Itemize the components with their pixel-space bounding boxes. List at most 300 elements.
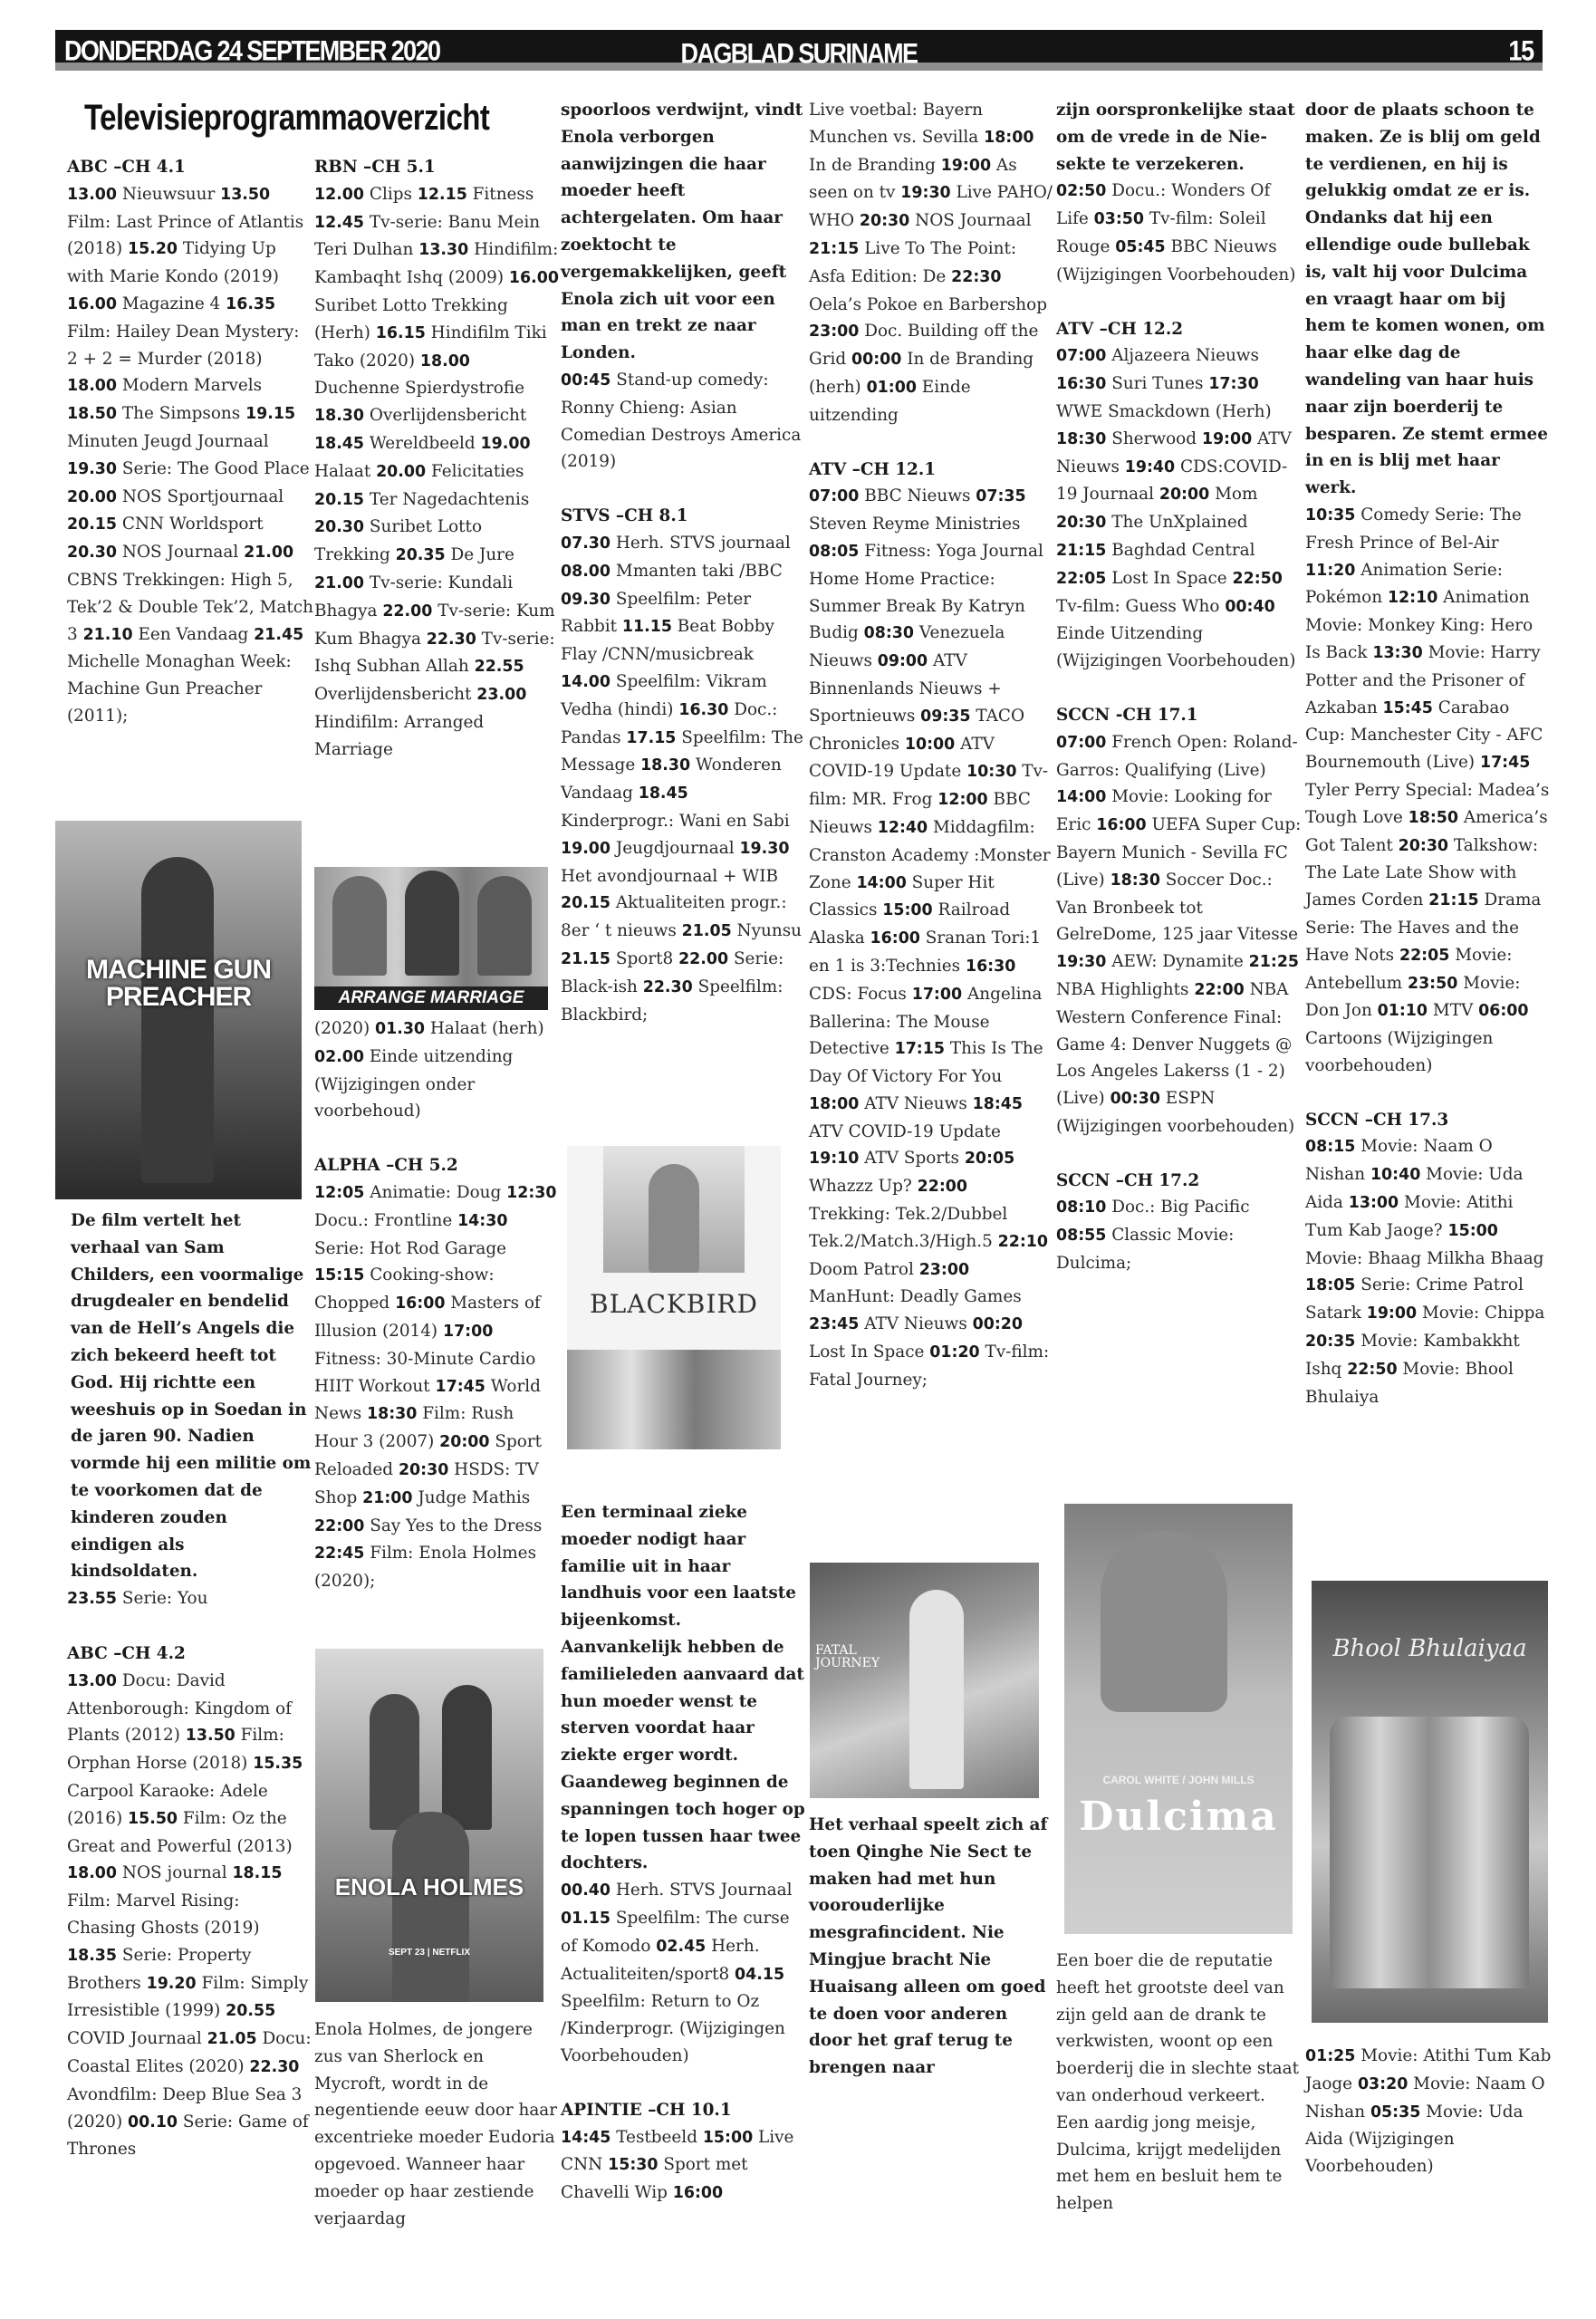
program-title: Angelina Ballerina: The Mouse Detective — [809, 984, 1043, 1059]
time: 18:45 — [972, 1094, 1023, 1113]
time: 20:35 — [1305, 1333, 1356, 1352]
column-2 — [314, 154, 559, 764]
masthead — [55, 30, 1543, 71]
program-title: Clips — [369, 184, 412, 204]
figure-silhouette — [370, 1694, 419, 1830]
program-title: Animatie: Doug — [370, 1182, 502, 1202]
program-title: World News — [314, 1376, 541, 1424]
program-title: ATV Binnenlands Nieuws + Sportnieuws — [809, 651, 1002, 726]
time: 19:00 — [1366, 1304, 1418, 1323]
time: 22.30 — [249, 2057, 300, 2076]
time: 19:40 — [1124, 457, 1176, 476]
column-2-lower — [314, 2016, 559, 2232]
time: 13.50 — [185, 1727, 236, 1746]
program-title: Serie: The Good Place — [121, 458, 310, 478]
program-title: Tv-film: Fatal Journey; — [809, 1342, 1050, 1390]
schedule-entry — [809, 1094, 967, 1113]
time: 00:40 — [1225, 597, 1275, 616]
time: 16:30 — [965, 957, 1016, 976]
schedule-entry — [314, 185, 412, 204]
time: 18.50 — [67, 405, 118, 424]
time: 20.15 — [67, 515, 118, 534]
program-title: ATV COVID-19 Update — [809, 734, 995, 782]
time: 18.35 — [67, 1946, 118, 1965]
time: 15.35 — [253, 1755, 303, 1774]
schedule-entry — [375, 1019, 544, 1038]
schedule-entry — [314, 1019, 370, 1038]
figure-silhouette — [392, 1812, 469, 2002]
program-title: Stand-up comedy: Ronny Chieng: Asian Comedian Destroys America (2019) — [561, 370, 802, 472]
channel-heading: ABC –CH 4.1 — [67, 158, 186, 177]
time: 18:00 — [809, 1094, 860, 1113]
program-title: CBNS Trekkingen: High 5, Tek’2 & Double Tek’2, Match 3 — [67, 570, 313, 644]
schedule-entry — [860, 211, 1032, 230]
program-title: Film: Hailey Dean Mystery: 2 + 2 = Murder (2018) — [67, 322, 300, 369]
program-title: Talkshow: The Late Late Show with James Corden — [1305, 835, 1539, 910]
program-title: Doc.: Pandas — [561, 699, 778, 747]
column-4-lower — [809, 1812, 1053, 2082]
time: 13.30 — [418, 241, 469, 260]
time: 01:00 — [866, 378, 917, 397]
time: 11:20 — [1305, 561, 1356, 580]
program-title: Halaat — [314, 461, 371, 481]
program-title: Doc.: Big Pacific — [1111, 1198, 1250, 1217]
program-title: Wonderen Vandaag — [561, 755, 782, 803]
time: 15:00 — [1447, 1221, 1498, 1240]
program-title: Sranan Tori:1 en 1 is 3:Technies — [809, 929, 1042, 976]
schedule-entry — [809, 486, 970, 505]
schedule-entry — [314, 1544, 536, 1591]
time: 11.15 — [621, 618, 672, 637]
program-title: De Jure — [450, 545, 514, 565]
time: 23:00 — [918, 1260, 970, 1279]
program-title: Felicitaties — [430, 461, 524, 481]
column-1-lower — [67, 1208, 313, 2163]
time: 12:05 — [314, 1183, 365, 1202]
channel-heading: SCCN –CH 17.3 — [1305, 1110, 1449, 1130]
program-title: Movie: Bhool Bhulaiya — [1305, 1359, 1514, 1407]
program-title: Einde uitzending — [809, 377, 971, 425]
time: 20.15 — [314, 490, 365, 509]
program-title: ATV Nieuws — [1056, 428, 1292, 476]
time: 15:15 — [314, 1266, 365, 1285]
time: 20:00 — [439, 1433, 490, 1452]
figure-silhouette — [332, 876, 387, 976]
program-title: Carpool Karaoke: Adele (2016) — [67, 1781, 268, 1828]
time: 12:10 — [1387, 589, 1438, 608]
program-title: Doc. Building off the Grid — [809, 322, 1039, 370]
program-title: Trekking: Tek.2/Dubbel Tek.2/Match.3/High.5 — [809, 1205, 1008, 1251]
poster-title: Bhool Bhulaiyaa — [1332, 1635, 1527, 1662]
program-title: MTV — [1432, 1001, 1474, 1021]
time: 01.15 — [561, 1909, 611, 1928]
schedule-entry — [1056, 374, 1203, 393]
program-title: Overlijdensbericht — [369, 406, 527, 426]
program-title: Suribet Lotto Trekking — [314, 517, 483, 565]
program-title: ESPN (Wijzigingen voorbehouden) — [1056, 1089, 1295, 1136]
schedule-entry — [396, 545, 514, 564]
time: 23.00 — [476, 686, 527, 705]
program-title: Michelle Monaghan Week: Machine Gun Preacher (2011); — [67, 652, 292, 726]
program-title: Film: Orphan Horse (2018) — [67, 1726, 284, 1774]
column-5 — [1056, 97, 1303, 1277]
time: 19.20 — [146, 1974, 197, 1993]
program-title: BBC Nieuws — [864, 486, 971, 506]
time: 14:00 — [856, 873, 907, 892]
time: 20.55 — [226, 2002, 276, 2021]
program-title: Testbeeld — [616, 2127, 697, 2147]
time: 15:00 — [702, 2128, 754, 2147]
program-title: Einde uitzending (Wijzigingen onder voorbehoud) — [314, 1046, 514, 1121]
time: 16.00 — [67, 294, 118, 313]
channel-heading: SCCN –CH 17.2 — [1056, 1170, 1200, 1190]
time: 22:00 — [917, 1178, 967, 1197]
time: 18.00 — [67, 1864, 118, 1883]
figure-silhouette — [405, 871, 459, 976]
program-title: Docu.: Frontline — [314, 1210, 453, 1230]
program-title: CDS: Focus — [809, 984, 907, 1004]
program-title: NOS journal — [121, 1863, 227, 1883]
time: 10:00 — [904, 735, 956, 754]
program-title: Animation Serie: Pokémon — [1305, 560, 1503, 608]
program-title: Super Hit Classics — [809, 872, 995, 920]
time: 17:00 — [442, 1322, 494, 1341]
channel-heading: STVS –CH 8.1 — [561, 506, 688, 526]
program-title: Movie: Antebellum — [1305, 945, 1513, 993]
program-title: Ter Nagedachtenis — [369, 489, 530, 509]
schedule-entry — [67, 294, 220, 313]
program-title: Drama Serie: The Haves and the Have Nots — [1305, 890, 1542, 965]
time: 07:35 — [976, 487, 1026, 506]
program-title: Tv-serie: Banu Mein Teri Dulhan — [314, 212, 541, 260]
time: 21:00 — [362, 1488, 413, 1507]
poster-title: MACHINE GUN PREACHER — [86, 955, 271, 1012]
time: 21.05 — [681, 922, 732, 941]
program-title: UEFA Super Cup: Bayern Munich - Sevilla FC (Live) — [1056, 815, 1302, 890]
time: 17:30 — [1208, 375, 1259, 394]
program-title: Jeugdjournaal — [615, 838, 735, 858]
program-title: Tv-serie: Kum Kum Bhagya — [314, 601, 555, 649]
time: 08:05 — [809, 542, 860, 561]
time: 20.15 — [561, 894, 611, 913]
program-title: ATV Nieuws — [864, 1093, 967, 1113]
time: 22:00 — [1194, 980, 1245, 999]
time: 17:15 — [894, 1040, 945, 1059]
program-title: ATV COVID-19 Update — [809, 1121, 1001, 1141]
program-title: Film: Marvel Rising: Chasing Ghosts (2019) — [67, 1891, 260, 1938]
program-title: Einde Uitzending (Wijzigingen Voorbehouden) — [1056, 624, 1296, 671]
film-synopsis-cont: zijn oorspronkelijke staat om de vrede in de Nie-sekte te verzekeren. — [1056, 101, 1295, 174]
time: 14:45 — [561, 2128, 611, 2147]
schedule-entry — [673, 2183, 723, 2202]
time: 03:50 — [1093, 210, 1145, 229]
program-title: Herh. STVS journaal — [615, 533, 791, 553]
time: 00:20 — [972, 1315, 1023, 1334]
time: 01:20 — [929, 1343, 980, 1362]
poster-photo — [567, 1350, 781, 1449]
time: 18.45 — [314, 434, 365, 453]
time: 08.00 — [561, 562, 611, 581]
time: 22:50 — [1347, 1360, 1398, 1379]
program-title: Speelfilm: The Message — [561, 727, 803, 775]
program-title: Docu: Coastal Elites (2020) — [67, 2029, 312, 2076]
time: 21:15 — [809, 239, 860, 258]
program-title: (2020) — [314, 1019, 370, 1038]
program-title: Movie: Don Jon — [1305, 973, 1521, 1021]
time: 16.15 — [375, 323, 426, 342]
column-6 — [1305, 97, 1552, 1410]
time: 12:00 — [937, 791, 988, 810]
time: 18.45 — [638, 784, 688, 803]
time: 02:50 — [1056, 182, 1107, 201]
program-title: Judge Mathis — [418, 1487, 531, 1507]
time: 20:00 — [1159, 486, 1210, 505]
page-number: 15 — [1508, 35, 1534, 67]
schedule-entry — [809, 1314, 967, 1333]
column-1 — [67, 154, 313, 730]
time: 18:05 — [1305, 1276, 1356, 1295]
program-title: Aljazeera Nieuws — [1111, 346, 1259, 366]
time: 18.00 — [67, 377, 118, 396]
program-title: Herh. Actualiteiten/sport8 — [561, 1936, 760, 1984]
poster-title: ENOLA HOLMES — [334, 1873, 524, 1900]
program-title: TACO Chronicles — [809, 706, 1025, 754]
program-title: Comedy Serie: The Fresh Prince of Bel-Air — [1305, 505, 1522, 553]
time: 12.15 — [417, 185, 467, 204]
program-title: Tv-film: MR. Frog — [809, 762, 1049, 810]
program-title: Nieuwsuur — [121, 184, 216, 204]
program-title: Tidying Up with Marie Kondo (2019) — [67, 239, 279, 287]
program-title: Masters of Illusion (2014) — [314, 1294, 541, 1341]
figure-silhouette — [477, 876, 532, 976]
time: 23:00 — [809, 322, 860, 342]
time: 16:00 — [395, 1294, 446, 1313]
schedule-entry — [314, 406, 526, 425]
time: 21.15 — [561, 949, 611, 968]
schedule-entry — [67, 185, 215, 204]
program-title: ATV Nieuws — [864, 1314, 967, 1334]
schedule-block — [1305, 2043, 1552, 2180]
time: 17:45 — [1479, 754, 1531, 773]
poster-bhool-bhulaiyaa — [1312, 1581, 1548, 2023]
program-title: Serie: You — [121, 1589, 208, 1609]
program-title: Minuten Jeugd Journaal — [67, 431, 269, 451]
column-5-lower — [1056, 1948, 1303, 2218]
poster-fatal-journey — [810, 1563, 1039, 1798]
time: 20:30 — [1398, 836, 1449, 855]
schedule-entry — [809, 101, 983, 147]
time: 21:25 — [1248, 953, 1300, 972]
schedule-entry — [561, 1881, 792, 1900]
poster-blackbird — [567, 1146, 781, 1449]
time: 07:00 — [1056, 733, 1107, 752]
poster-cast-photo — [1330, 1717, 1529, 1988]
time: 20.30 — [67, 544, 118, 563]
time: 13.00 — [67, 185, 118, 204]
program-title: Speelfilm: The curse of Komodo — [561, 1908, 790, 1956]
time: 15:30 — [608, 2156, 659, 2175]
schedule-entry — [362, 1488, 530, 1507]
program-title: ManHunt: Deadly Games — [809, 1287, 1022, 1307]
time: 18:30 — [1110, 871, 1160, 890]
time: 16.35 — [226, 294, 276, 313]
program-title: French Open: Roland-Garros: Qualifying (Live) — [1056, 732, 1298, 780]
schedule-entry — [314, 1047, 513, 1121]
time: 07.30 — [561, 534, 611, 553]
schedule-block — [1056, 729, 1303, 1140]
program-title: Avondfilm: Deep Blue Sea 3 (2020) — [67, 2084, 303, 2131]
time: 10:30 — [966, 763, 1017, 782]
time: 18:30 — [367, 1405, 418, 1424]
time: 13:30 — [1372, 643, 1423, 662]
program-title: Live PAHO/ WHO — [809, 183, 1053, 231]
film-synopsis: Enola Holmes, de jongere zus van Sherlock en Mycroft, wordt in de negentiende eeuw door haar excentrieke moeder Eudoria opgevoed. Wanneer haar moeder op haar zestiende verjaardag — [314, 2020, 558, 2228]
time: 00:45 — [561, 370, 611, 390]
schedule-block — [809, 483, 1053, 1393]
time: 19.30 — [67, 459, 118, 478]
program-title: Overlijdensbericht — [314, 685, 472, 705]
time: 13.50 — [220, 185, 271, 204]
time: 22.30 — [426, 630, 476, 649]
issue-date: DONDERDAG 24 SEPTEMBER 2020 — [64, 35, 440, 67]
program-title: Animation Movie: Monkey King: Hero Is Back — [1305, 588, 1534, 662]
schedule-block — [561, 2124, 805, 2208]
program-title: Herh. STVS Journaal — [615, 1881, 793, 1900]
time: 22.00 — [382, 601, 433, 621]
film-synopsis-cont: spoorloos verdwijnt, vindt Enola verborgen aanwijzingen die haar moeder heeft achtergelaten. Om haar zoektocht te vergemakkelijken, geeft Enola zich uit voor een man en trekt ze naar Londen. — [561, 101, 803, 363]
schedule-entry — [418, 185, 534, 204]
schedule-block — [1056, 1194, 1303, 1276]
channel-heading: ALPHA –CH 5.2 — [314, 1156, 458, 1176]
program-title: Tyler Perry Special: Madea’s Tough Love — [1305, 780, 1550, 827]
schedule-entry — [561, 839, 735, 858]
time: 09.30 — [561, 590, 611, 609]
program-title: America’s Got Talent — [1305, 807, 1548, 855]
time: 20:30 — [398, 1460, 449, 1479]
time: 23:50 — [1407, 974, 1458, 993]
time: 15.20 — [128, 240, 178, 259]
program-title: Lost In Space — [809, 1342, 925, 1362]
schedule-block — [809, 97, 1053, 429]
time: 10:40 — [1370, 1166, 1421, 1185]
schedule-block — [314, 1179, 559, 1595]
figure-silhouette — [442, 1685, 492, 1830]
time: 19:00 — [1201, 429, 1253, 448]
time: 05:35 — [1370, 2102, 1421, 2122]
time: 18:50 — [1408, 808, 1458, 827]
time: 12:30 — [506, 1183, 557, 1202]
program-title: NOS Journaal — [121, 543, 239, 563]
time: 20:05 — [964, 1150, 1015, 1169]
time: 20.00 — [67, 487, 118, 506]
program-title: Movie: Atithi Tum Kab Jaoge — [1305, 2046, 1552, 2093]
time: 12.00 — [314, 185, 365, 204]
schedule-entry — [314, 490, 529, 509]
time: 20.35 — [395, 546, 446, 565]
program-title: Fitness — [472, 184, 534, 204]
film-synopsis: Het verhaal speelt zich af toen Qinghe Nie Sect te maken had met hun voorouderlijke mesgrafincident. Nie Mingjue bracht Nie Huaisang alleen om goed te doen voor anderen door het graf terug te brengen naar — [809, 1815, 1048, 2078]
schedule-entry — [1056, 346, 1259, 365]
film-synopsis: Een boer die de reputatie heeft het grootste deel van zijn geld aan de drank te verkwisten, woont op een boerderij die in slechte staat van onderhoud verkeert. Een aardig jong meisje, Dulcima, krijgt medelijden met hem en besluit hem te helpen — [1056, 1951, 1299, 2214]
time: 06:00 — [1478, 1002, 1529, 1021]
program-title: Tv-serie: Ishq Subhan Allah — [314, 629, 555, 677]
time: 21.00 — [314, 573, 365, 592]
program-title: Serie: Crime Patrol Satark — [1305, 1275, 1524, 1323]
schedule-entry — [1305, 505, 1522, 553]
program-title: Film: Simply Irresistible (1999) — [67, 1973, 309, 2021]
schedule-entry — [67, 459, 310, 478]
time: 04.15 — [735, 1965, 785, 1984]
program-title: BBC Nieuws — [809, 790, 1031, 837]
poster-title: Dulcima — [1079, 1794, 1278, 1840]
program-title: NBA Highlights — [1056, 979, 1189, 999]
time: 19.30 — [739, 839, 790, 858]
time: 14.00 — [561, 672, 611, 691]
schedule-entry — [1159, 485, 1258, 504]
program-title: Say Yes to the Dress — [370, 1516, 543, 1535]
program-title: Serie: Black-ish — [561, 948, 784, 996]
figure-silhouette — [909, 1590, 964, 1789]
time: 14:30 — [457, 1211, 508, 1230]
program-title: Duchenne Spierdystrofie — [314, 379, 524, 399]
schedule-entry — [67, 1863, 227, 1882]
time: 19:30 — [1056, 953, 1107, 972]
program-title: Movie: Naam O Nishan — [1305, 1137, 1493, 1185]
program-title: Speelfilm: Return to Oz /Kinderprogr. (Wijzigingen Voorbehouden) — [561, 1992, 785, 2065]
column-6-lower — [1305, 2043, 1552, 2180]
program-title: Live To The Point: Asfa Edition: De — [809, 238, 1017, 286]
time: 18.15 — [232, 1864, 283, 1883]
program-title: Cartoons (Wijzigingen voorbehouden) — [1305, 1029, 1494, 1075]
program-title: This Is The Day Of Victory For You — [809, 1039, 1043, 1087]
time: 21.00 — [244, 544, 294, 563]
program-title: Kinderprogr.: Wani en Sabi — [561, 811, 790, 831]
program-title: Sport8 — [615, 948, 674, 968]
program-title: Film: Last Prince of Atlantis (2018) — [67, 212, 304, 259]
program-title: Nyunsu — [736, 921, 802, 941]
program-title: Mom — [1215, 485, 1258, 505]
program-title: The UnXplained — [1111, 513, 1248, 533]
schedule-entry — [67, 1585, 313, 1613]
poster-arrange-marriage — [314, 867, 548, 1010]
time: 19.15 — [245, 405, 296, 424]
schedule-entry — [1056, 569, 1227, 588]
time: 00.10 — [128, 2112, 178, 2131]
page-title: Televisieprogrammaoverzicht — [84, 97, 490, 138]
program-title: The Simpsons — [121, 404, 241, 424]
poster-enola-holmes — [315, 1649, 543, 2002]
schedule-entry — [83, 625, 249, 644]
time: 22.55 — [474, 658, 524, 677]
program-title: Oela’s Pokoe en Barbershop — [809, 294, 1048, 314]
time: 22:00 — [314, 1516, 365, 1535]
program-title: Het avondjournaal + WIB — [561, 866, 779, 886]
program-title: Movie: Bhaag Milkha Bhaag — [1305, 1248, 1544, 1268]
time: 22:05 — [1399, 946, 1450, 965]
schedule-block — [561, 530, 805, 1028]
time: 22:30 — [951, 267, 1002, 286]
channel-heading: ATV –CH 12.2 — [1056, 319, 1184, 339]
program-title: Docu.: Wonders Of Life — [1056, 181, 1271, 229]
schedule-block — [561, 1877, 805, 2070]
program-title: Docu: David Attenborough: Kingdom of Plants (2012) — [67, 1670, 292, 1746]
program-title: Railroad Alaska — [809, 900, 1011, 948]
program-title: Movie: Uda Aida (Wijzigingen Voorbehouden) — [1305, 2102, 1524, 2177]
time: 02.45 — [656, 1937, 707, 1956]
program-title: Serie: Hot Rod Garage — [314, 1238, 507, 1258]
channel-heading: ATV –CH 12.1 — [809, 459, 937, 479]
time: 17.15 — [626, 728, 677, 747]
